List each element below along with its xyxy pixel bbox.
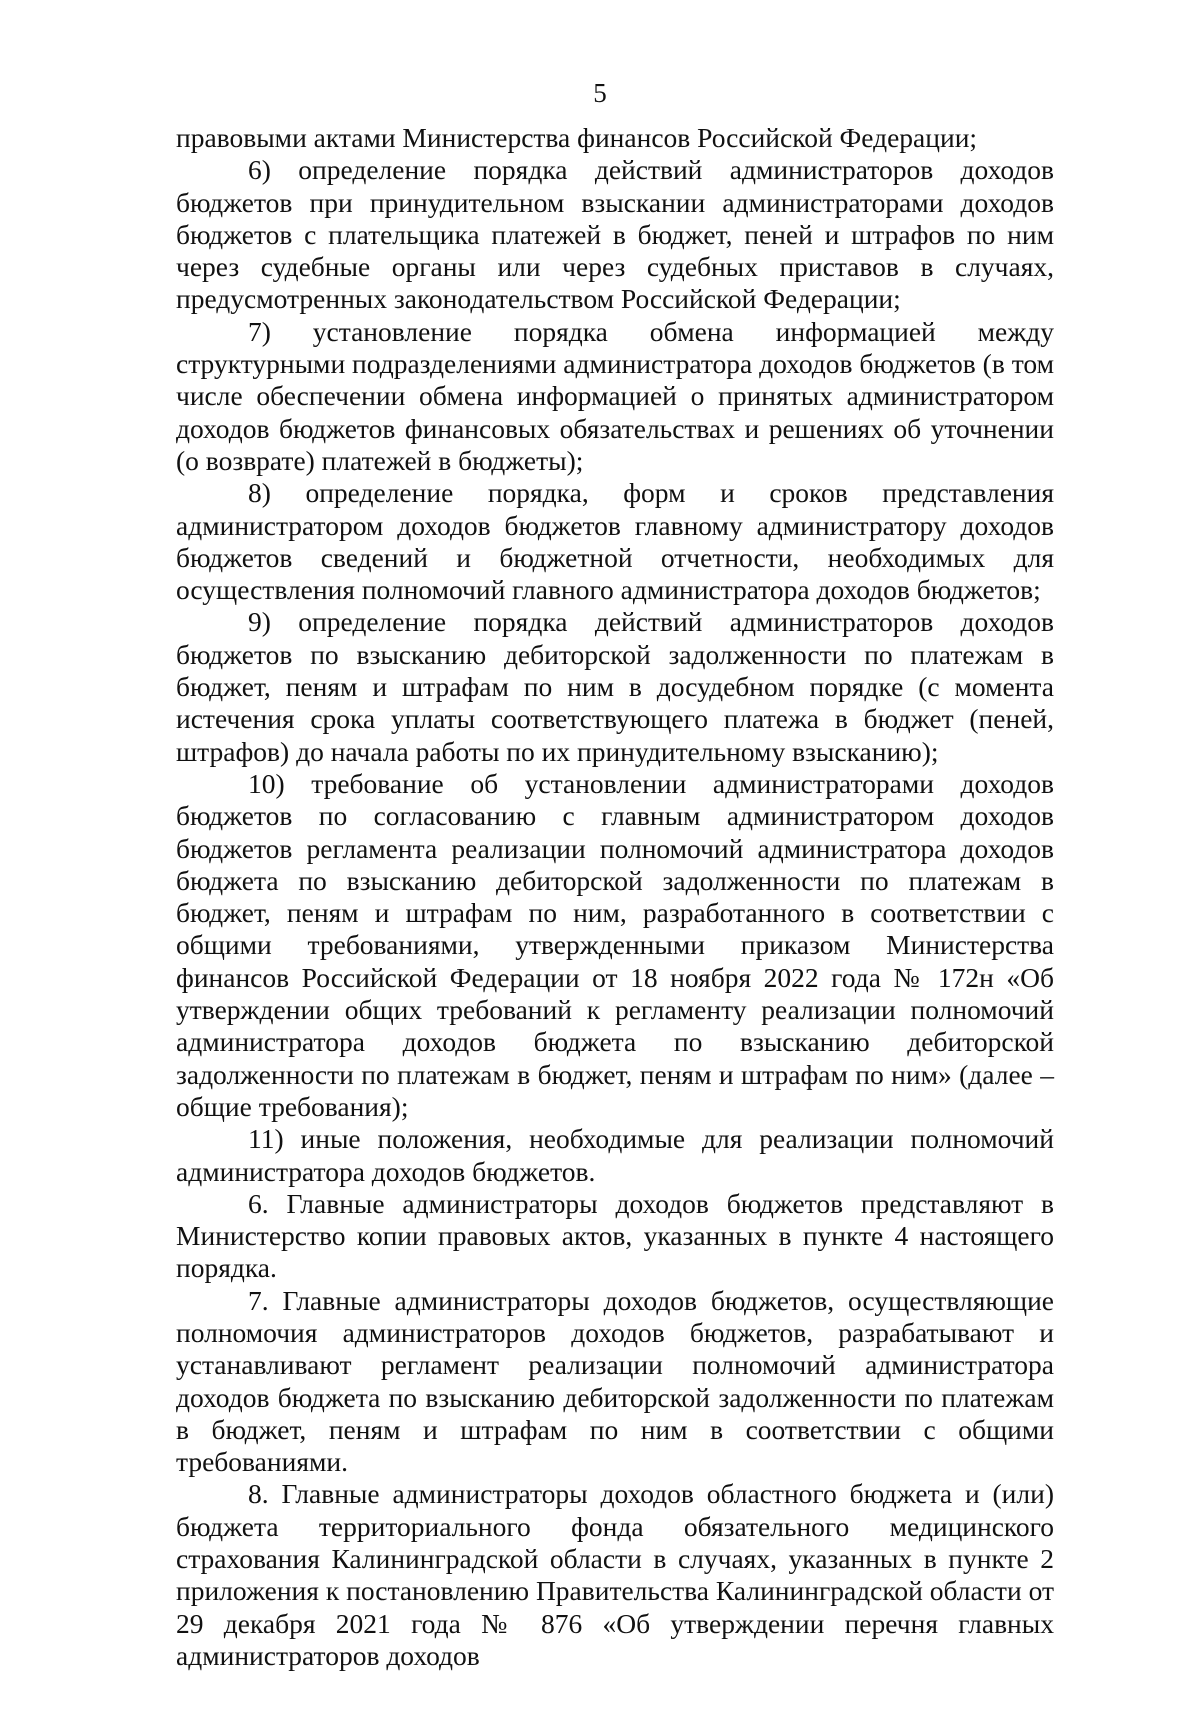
paragraph: правовыми актами Министерства финансов Российской Федерации; (176, 122, 978, 153)
paragraph: 11) иные положения, необходимые для реализации полномочий администратора доходов бюджетов. (176, 1123, 1054, 1187)
page-number: 5 (593, 78, 607, 108)
paragraph: 6. Главные администраторы доходов бюджетов представляют в Министерство копии правовых актов, указанных в пункте 4 настоящего порядка. (176, 1187, 1054, 1284)
paragraph: 9) определение порядка действий администраторов доходов бюджетов по взысканию дебиторской задолженности по платежам в бюджет, пеням и штрафам по ним в досудебном порядке (с момента истечения срока уплаты соответствующего платежа в бюджет (пеней, штрафов) до начала работы по их принудительному взысканию); (176, 606, 1054, 767)
paragraph: 7) установление порядка обмена информацией между структурными подразделениями администратора доходов бюджетов (в том числе обеспечении обмена информацией о принятых администратором доходов бюджетов финансовых обязательствах и решениях об уточнении (о возврате) платежей в бюджеты); (176, 315, 1054, 476)
paragraph: 8) определение порядка, форм и сроков представления администратором доходов бюджетов главному администратору доходов бюджетов сведений и бюджетной отчетности, необходимых для осуществления полномочий главного администратора доходов бюджетов; (176, 477, 1054, 606)
paragraph: 7. Главные администраторы доходов бюджетов, осуществляющие полномочия администраторов доходов бюджетов, разрабатывают и устанавливают регламент реализации полномочий администратора доходов бюджета по взысканию дебиторской задолженности по платежам в бюджет, пеням и штрафам по ним в соответствии с общими требованиями. (176, 1284, 1054, 1478)
paragraph: 10) требование об установлении администраторами доходов бюджетов по согласованию с главным администратором доходов бюджетов регламента реализации полномочий администратора доходов бюджета по взысканию дебиторской задолженности по платежам в бюджет, пеням и штрафам по ним, разработанного в соответствии с общими требованиями, утвержденными приказом Министерства финансов Российской Федерации от 18 ноября 2022 года № 172н «Об утверждении общих требований к регламенту реализации полномочий администратора доходов бюджета по взысканию дебиторской задолженности по платежам в бюджет, пеням и штрафам по ним» (далее – общие требования); (176, 767, 1054, 1122)
document-body (176, 122, 1054, 1672)
paragraph: 8. Главные администраторы доходов областного бюджета и (или) бюджета территориального фонда обязательного медицинского страхования Калининградской области в случаях, указанных в пункте 2 приложения к постановлению Правительства Калининградской области от 29 декабря 2021 года № 876 «Об утверждении перечня главных администраторов доходов (176, 1478, 1054, 1671)
paragraph: 6) определение порядка действий администраторов доходов бюджетов при принудительном взыскании администраторами доходов бюджетов с плательщика платежей в бюджет, пеней и штрафов по ним через судебные органы или через судебных приставов в случаях, предусмотренных законодательством Российской Федерации; (176, 154, 1054, 315)
